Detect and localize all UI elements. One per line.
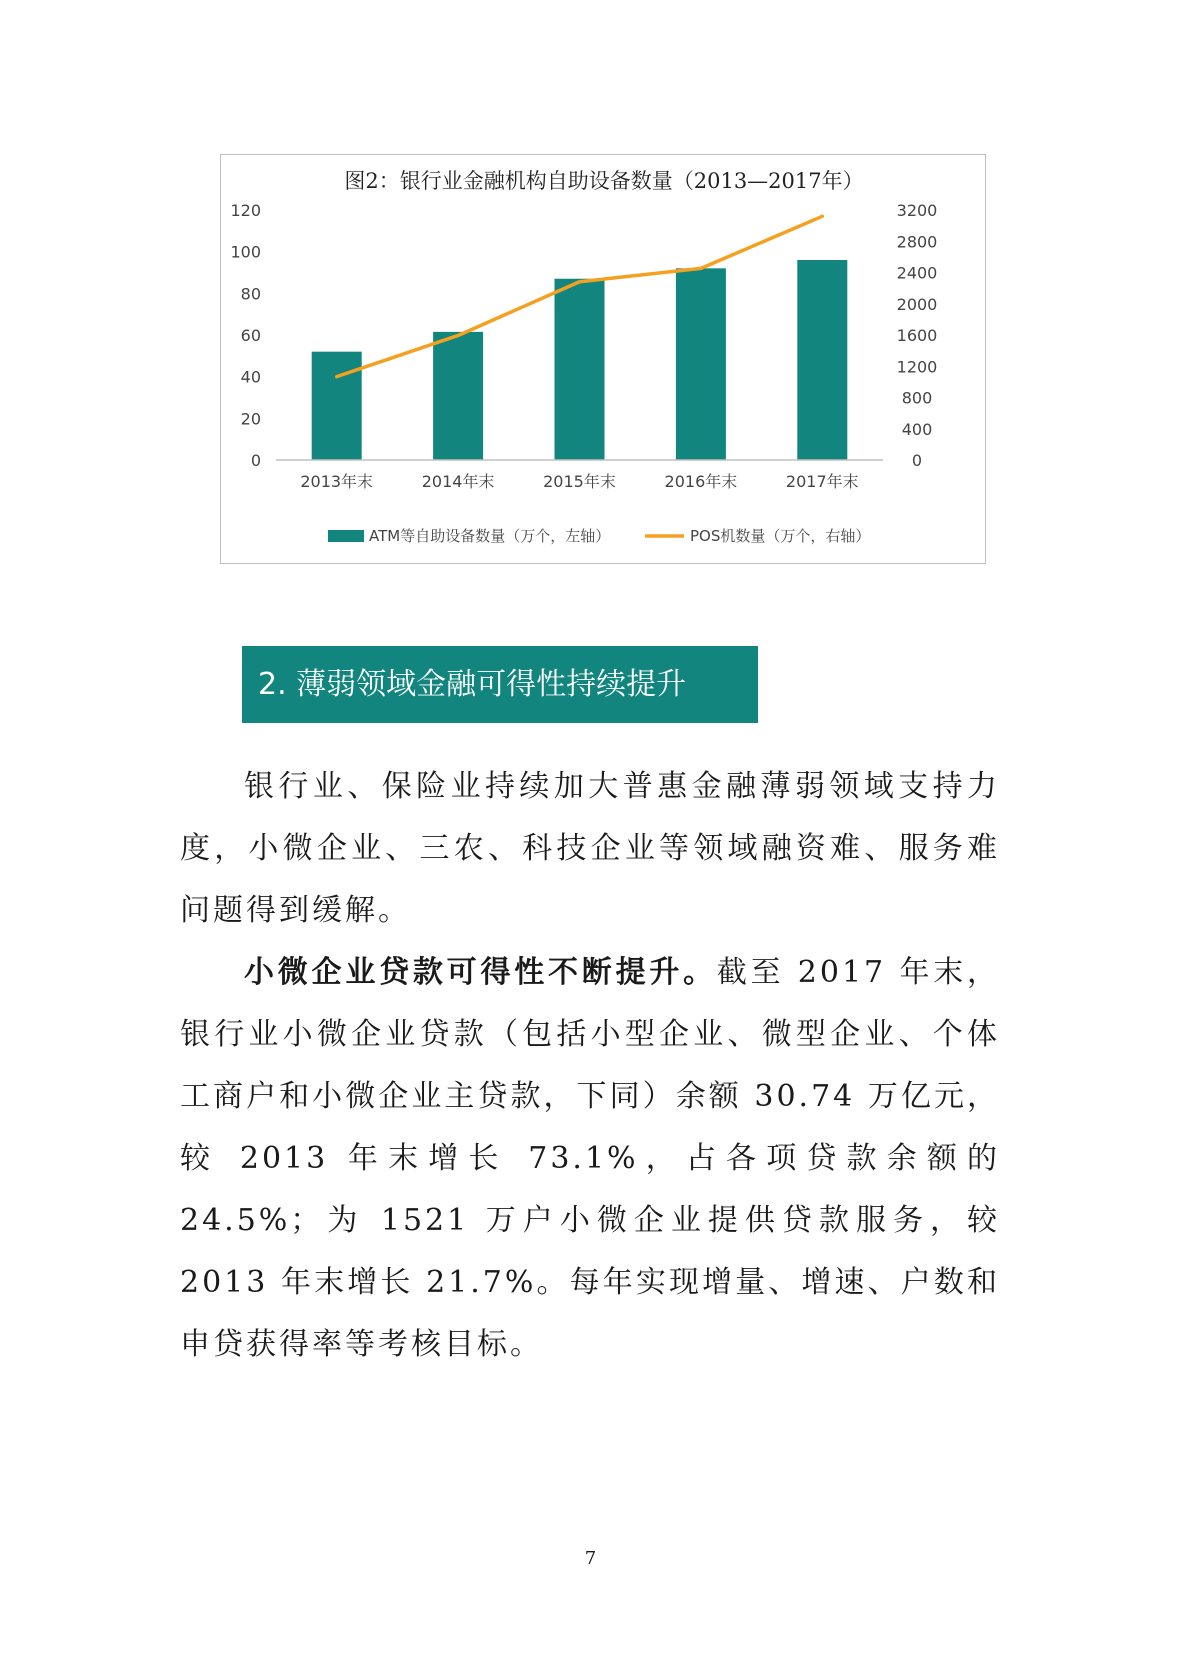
y-left-tick-label: 20 bbox=[240, 409, 261, 429]
y-right-tick-label: 800 bbox=[901, 388, 933, 408]
combo-chart bbox=[221, 155, 987, 565]
y-left-tick-label: 40 bbox=[240, 367, 261, 387]
bar-atm-2013年末 bbox=[312, 352, 362, 460]
section-heading bbox=[242, 646, 758, 723]
bar-atm-2014年末 bbox=[433, 332, 483, 460]
paragraph-small-business bbox=[180, 942, 1000, 1376]
bar-atm-2016年末 bbox=[676, 268, 726, 460]
legend-label-atm: ATM等自助设备数量（万个，左轴） bbox=[369, 527, 611, 545]
y-right-tick-label: 1200 bbox=[896, 357, 938, 377]
y-right-tick-label: 0 bbox=[911, 451, 923, 470]
y-right-tick-label: 2400 bbox=[896, 263, 938, 283]
y-left-tick-label: 100 bbox=[230, 242, 261, 262]
paragraph-small-business-text: 截至 2017 年末，银行业小微企业贷款（包括小型企业、微型企业、个体工商户和小微企业主贷款，下同）余额 30.74 万亿元，较 2013 年末增长 73.1%，占各项贷款余额的 24.5%；为 1521 万户小微企业提供贷款服务，较 2013 年末增长 21.7%。每年实现增量、增速、户数和申贷获得率等考核目标。 bbox=[180, 955, 1000, 1362]
bar-atm-2015年末 bbox=[555, 279, 605, 460]
chart-title: 图2：银行业金融机构自助设备数量（2013—2017年） bbox=[344, 169, 864, 193]
x-tick-label: 2017年末 bbox=[785, 472, 859, 491]
paragraph-intro bbox=[180, 756, 1000, 942]
y-right-tick-label: 2000 bbox=[896, 294, 938, 314]
section-heading-text: 2. 薄弱领域金融可得性持续提升 bbox=[258, 667, 687, 702]
x-tick-label: 2015年末 bbox=[543, 472, 616, 491]
legend-label-pos: POS机数量（万个，右轴） bbox=[690, 527, 871, 545]
paragraph-intro-text: 银行业、保险业持续加大普惠金融薄弱领域支持力度，小微企业、三农、科技企业等领域融资难、服务难问题得到缓解。 bbox=[180, 769, 1000, 928]
y-left-tick-label: 80 bbox=[240, 284, 261, 304]
x-tick-label: 2013年末 bbox=[300, 472, 374, 491]
x-tick-label: 2014年末 bbox=[421, 472, 495, 491]
y-right-tick-label: 2800 bbox=[896, 232, 938, 252]
y-left-tick-label: 0 bbox=[250, 451, 261, 470]
paragraph-lead-bold: 小微企业贷款可得性不断提升。 bbox=[244, 955, 717, 990]
bar-atm-2017年末 bbox=[797, 260, 847, 460]
y-right-tick-label: 3200 bbox=[896, 201, 938, 220]
chart-figure bbox=[220, 154, 986, 564]
legend-swatch-atm bbox=[328, 530, 364, 542]
y-right-tick-label: 1600 bbox=[896, 326, 938, 345]
body-text bbox=[180, 756, 1000, 1376]
y-left-tick-label: 120 bbox=[230, 201, 261, 220]
y-right-tick-label: 400 bbox=[901, 419, 933, 439]
x-tick-label: 2016年末 bbox=[664, 472, 738, 491]
page-number: 7 bbox=[584, 1548, 597, 1569]
y-left-tick-label: 60 bbox=[240, 326, 261, 345]
